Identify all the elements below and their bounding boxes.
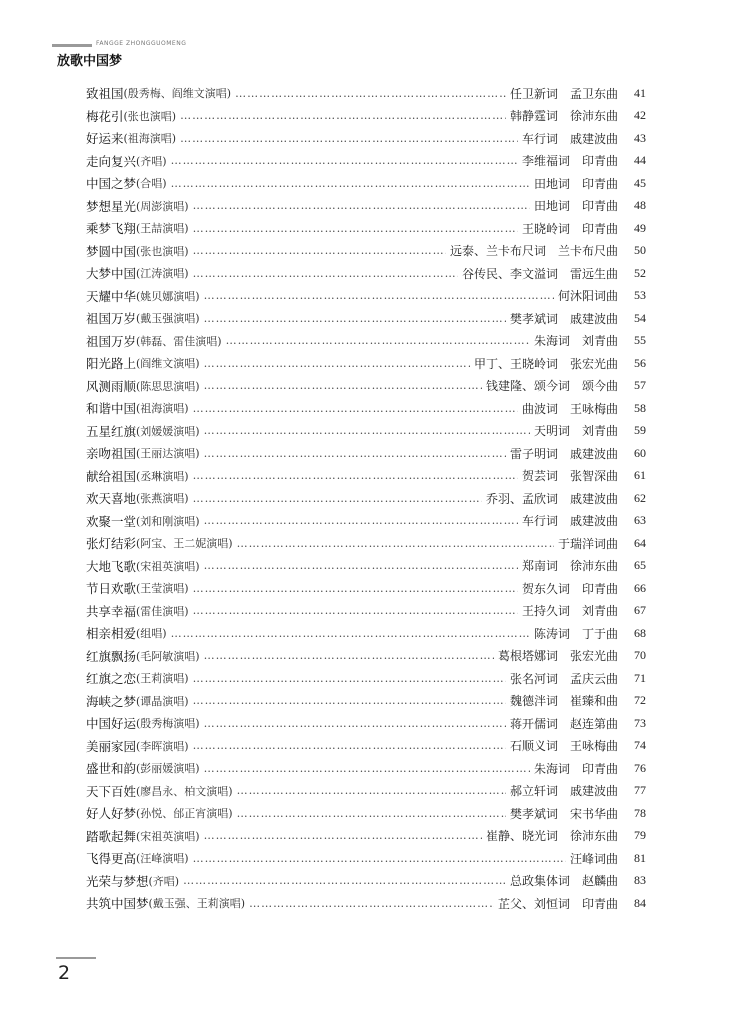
toc-entry[interactable]	[86, 712, 646, 735]
song-title: 和谐中国	[86, 401, 137, 417]
singer-note: (王莹演唱)	[136, 582, 189, 596]
credits: 任卫新词 孟卫东曲	[509, 86, 618, 101]
dot-leader	[193, 492, 482, 505]
singer-note: (刘媛媛演唱)	[136, 424, 200, 438]
toc-entry[interactable]	[86, 645, 646, 668]
dot-leader	[249, 897, 494, 910]
toc-entry[interactable]	[86, 352, 646, 375]
toc-entry[interactable]	[86, 82, 646, 105]
dot-leader	[193, 199, 530, 212]
dot-leader	[204, 717, 506, 730]
credits: 车行词 戚建波曲	[521, 131, 618, 146]
song-title: 梅花引	[86, 108, 124, 124]
credits: 雷子明词 戚建波曲	[509, 446, 618, 461]
song-title: 张灯结彩	[86, 536, 137, 552]
singer-note: (王莉演唱)	[136, 672, 189, 686]
song-title: 致祖国	[86, 86, 124, 102]
credits: 乔羽、孟欣词 戚建波曲	[485, 491, 618, 506]
toc-entry[interactable]	[86, 442, 646, 465]
singer-note: (阎维文演唱)	[136, 357, 200, 371]
credits: 朱海词 刘青曲	[533, 334, 618, 349]
dot-leader	[193, 739, 506, 752]
page-ref: 50	[634, 243, 646, 258]
credits: 李维福词 印青曲	[521, 154, 618, 169]
toc-entry[interactable]	[86, 577, 646, 600]
song-title: 五星红旗	[86, 423, 137, 439]
page-ref: 56	[634, 355, 646, 370]
credits: 总政集体词 赵麟曲	[509, 874, 618, 889]
page-ref: 52	[634, 265, 646, 280]
page-ref: 76	[634, 760, 646, 775]
credits: 甲丁、王晓岭词 张宏光曲	[473, 356, 618, 371]
toc-entry[interactable]	[86, 622, 646, 645]
song-title: 红旗飘扬	[86, 648, 137, 664]
dot-leader	[193, 582, 518, 595]
credits: 魏德泮词 崔臻和曲	[509, 694, 618, 709]
dot-leader	[171, 177, 530, 190]
dot-leader	[204, 447, 506, 460]
page-number: 2	[58, 962, 71, 984]
song-title: 梦圆中国	[86, 243, 137, 259]
credits: 郝立轩词 戚建波曲	[509, 784, 618, 799]
dot-leader	[193, 244, 446, 257]
dot-leader	[204, 829, 482, 842]
dot-leader	[235, 87, 506, 100]
singer-note: (毛阿敏演唱)	[136, 649, 200, 663]
page-ref: 72	[634, 693, 646, 708]
song-title: 好人好梦	[86, 806, 137, 822]
dot-leader	[204, 289, 554, 302]
credits: 张名河词 孟庆云曲	[509, 671, 618, 686]
credits: 樊孝斌词 宋书华曲	[509, 806, 618, 821]
dot-leader	[193, 402, 518, 415]
song-title: 好运来	[86, 131, 124, 147]
page-ref: 45	[634, 175, 646, 190]
singer-note: (宋祖英演唱)	[136, 559, 200, 573]
song-title: 相亲相爱	[86, 626, 137, 642]
credits: 芷父、刘恒词 印青曲	[497, 896, 618, 911]
song-title: 欢聚一堂	[86, 513, 137, 529]
toc-entry[interactable]	[86, 172, 646, 195]
page-ref: 73	[634, 715, 646, 730]
dot-leader	[183, 874, 506, 887]
dot-leader	[193, 267, 458, 280]
song-title: 梦想星光	[86, 198, 137, 214]
credits: 曲波词 王咏梅曲	[521, 401, 618, 416]
page-ref: 78	[634, 805, 646, 820]
singer-note: (丞琳演唱)	[136, 469, 189, 483]
singer-note: (廖昌永、柏文演唱)	[136, 784, 233, 798]
header-rule	[52, 44, 92, 47]
credits: 陈涛词 丁于曲	[533, 626, 618, 641]
song-title: 红旗之恋	[86, 671, 137, 687]
toc-entry[interactable]	[86, 780, 646, 803]
singer-note: (韩磊、雷佳演唱)	[136, 334, 222, 348]
page-ref: 61	[634, 468, 646, 483]
page-ref: 71	[634, 670, 646, 685]
toc-entry[interactable]	[86, 465, 646, 488]
credits: 石顺义词 王咏梅曲	[509, 739, 618, 754]
page-ref: 57	[634, 378, 646, 393]
page-ref: 49	[634, 220, 646, 235]
singer-note: (张燕演唱)	[136, 492, 189, 506]
credits: 贺东久词 印青曲	[521, 581, 618, 596]
singer-note: (姚贝娜演唱)	[136, 289, 200, 303]
song-title: 天下百姓	[86, 783, 137, 799]
singer-note: (王丽达演唱)	[136, 447, 200, 461]
page-ref: 53	[634, 288, 646, 303]
page-ref: 48	[634, 198, 646, 213]
credits: 樊孝斌词 戚建波曲	[509, 311, 618, 326]
toc-entry[interactable]	[86, 870, 646, 893]
singer-note: (周澎演唱)	[136, 199, 189, 213]
page-ref: 68	[634, 625, 646, 640]
page-ref: 81	[634, 850, 646, 865]
dot-leader	[204, 559, 518, 572]
song-title: 中国之梦	[86, 176, 137, 192]
song-title: 飞得更高	[86, 851, 137, 867]
toc-entry[interactable]	[86, 690, 646, 713]
credits: 崔静、晓光词 徐沛东曲	[485, 829, 618, 844]
credits: 天明词 刘青曲	[533, 424, 618, 439]
credits: 于瑞洋词曲	[557, 536, 618, 551]
page-ref: 74	[634, 738, 646, 753]
song-title: 盛世和韵	[86, 761, 137, 777]
credits: 王持久词 刘青曲	[521, 604, 618, 619]
page-ref: 58	[634, 400, 646, 415]
song-title: 天耀中华	[86, 288, 137, 304]
toc-entry[interactable]	[86, 397, 646, 420]
page-title: 放歌中国梦	[57, 54, 123, 69]
dot-leader	[193, 672, 506, 685]
credits: 汪峰词曲	[569, 851, 618, 866]
song-title: 海峡之梦	[86, 693, 137, 709]
toc-entry[interactable]	[86, 330, 646, 353]
song-title: 共筑中国梦	[86, 896, 149, 912]
page-ref: 67	[634, 603, 646, 618]
dot-leader	[204, 357, 470, 370]
toc-entry[interactable]	[86, 825, 646, 848]
toc-entry[interactable]	[86, 240, 646, 263]
page-ref: 44	[634, 153, 646, 168]
toc-entry[interactable]	[86, 757, 646, 780]
toc-entry[interactable]	[86, 307, 646, 330]
page-ref: 54	[634, 310, 646, 325]
dot-leader	[237, 537, 554, 550]
singer-note: (祖海演唱)	[123, 132, 177, 146]
singer-note: (刘和刚演唱)	[136, 514, 200, 528]
song-title: 美丽家园	[86, 738, 137, 754]
song-title: 大梦中国	[86, 266, 137, 282]
singer-note: (殷秀梅演唱)	[136, 717, 200, 731]
toc-entry[interactable]	[86, 262, 646, 285]
credits: 郑南词 徐沛东曲	[521, 559, 618, 574]
song-title: 乘梦飞翔	[86, 221, 137, 237]
song-title: 走向复兴	[86, 153, 137, 169]
credits: 远泰、兰卡布尺词 兰卡布尺曲	[449, 244, 618, 259]
dot-leader	[204, 379, 482, 392]
singer-note: (宋祖英演唱)	[136, 829, 200, 843]
page-ref: 83	[634, 873, 646, 888]
page-ref: 63	[634, 513, 646, 528]
singer-note: (孙悦、邰正宵演唱)	[136, 807, 233, 821]
singer-note: (张也演唱)	[123, 109, 177, 123]
singer-note: (组唱)	[136, 627, 167, 641]
dot-leader	[180, 132, 518, 145]
song-title: 节日欢歌	[86, 581, 137, 597]
page-ref: 60	[634, 445, 646, 460]
song-title: 祖国万岁	[86, 333, 137, 349]
credits: 葛根塔娜词 张宏光曲	[497, 649, 618, 664]
dot-leader	[204, 762, 530, 775]
song-title: 欢天喜地	[86, 491, 137, 507]
singer-note: (阿宝、王二妮演唱)	[136, 537, 233, 551]
dot-leader	[171, 154, 518, 167]
singer-note: (戴玉强、王莉演唱)	[148, 897, 246, 911]
footer-rule	[56, 957, 96, 959]
song-title: 阳光路上	[86, 356, 137, 372]
dot-leader	[204, 649, 494, 662]
credits: 蒋开儒词 赵连第曲	[509, 716, 618, 731]
page-ref: 43	[634, 130, 646, 145]
dot-leader	[193, 604, 518, 617]
page-ref: 59	[634, 423, 646, 438]
toc-entry[interactable]	[86, 735, 646, 758]
singer-note: (雷佳演唱)	[136, 604, 189, 618]
credits: 贺芸词 张智深曲	[521, 469, 618, 484]
dot-leader	[204, 312, 506, 325]
singer-note: (齐唱)	[136, 154, 167, 168]
singer-note: (张也演唱)	[136, 244, 189, 258]
toc-entry[interactable]	[86, 375, 646, 398]
song-title: 祖国万岁	[86, 311, 137, 327]
table-of-contents	[86, 82, 646, 915]
song-title: 共享幸福	[86, 603, 137, 619]
dot-leader	[204, 514, 518, 527]
toc-entry[interactable]	[86, 217, 646, 240]
page-ref: 41	[634, 85, 646, 100]
toc-entry[interactable]	[86, 487, 646, 510]
credits: 田地词 印青曲	[533, 176, 618, 191]
page-ref: 65	[634, 558, 646, 573]
credits: 何沐阳词曲	[557, 289, 618, 304]
singer-note: (戴玉强演唱)	[136, 312, 200, 326]
toc-entry[interactable]	[86, 892, 646, 915]
credits: 王晓岭词 印青曲	[521, 221, 618, 236]
dot-leader	[193, 694, 506, 707]
toc-entry[interactable]	[86, 285, 646, 308]
page-ref: 66	[634, 580, 646, 595]
toc-entry[interactable]	[86, 600, 646, 623]
toc-entry[interactable]	[86, 195, 646, 218]
page-ref: 70	[634, 648, 646, 663]
singer-note: (祖海演唱)	[136, 402, 189, 416]
dot-leader	[237, 807, 506, 820]
toc-entry[interactable]	[86, 105, 646, 128]
song-title: 大地飞歌	[86, 558, 137, 574]
dot-leader	[171, 627, 530, 640]
singer-note: (王喆演唱)	[136, 222, 189, 236]
toc-entry[interactable]	[86, 802, 646, 825]
page-ref: 55	[634, 333, 646, 348]
dot-leader	[193, 852, 566, 865]
credits: 车行词 戚建波曲	[521, 514, 618, 529]
page-ref: 64	[634, 535, 646, 550]
song-title: 风测雨顺	[86, 378, 137, 394]
dot-leader	[180, 109, 506, 122]
song-title: 亲吻祖国	[86, 446, 137, 462]
credits: 钱建隆、颂今词 颂今曲	[485, 379, 618, 394]
toc-entry[interactable]	[86, 150, 646, 173]
singer-note: (齐唱)	[148, 874, 180, 888]
song-title: 光荣与梦想	[86, 873, 149, 889]
credits: 朱海词 印青曲	[533, 761, 618, 776]
singer-note: (谭晶演唱)	[136, 694, 189, 708]
credits: 韩静霆词 徐沛东曲	[509, 109, 618, 124]
page-ref: 62	[634, 490, 646, 505]
song-title: 中国好运	[86, 716, 137, 732]
page-ref: 79	[634, 828, 646, 843]
credits: 谷传民、李文溢词 雷远生曲	[461, 266, 618, 281]
toc-entry[interactable]	[86, 847, 646, 870]
dot-leader	[193, 222, 518, 235]
singer-note: (彭丽媛演唱)	[136, 762, 200, 776]
page-ref: 42	[634, 108, 646, 123]
singer-note: (陈思思演唱)	[136, 379, 200, 393]
toc-entry[interactable]	[86, 127, 646, 150]
toc-entry[interactable]	[86, 510, 646, 533]
credits: 田地词 印青曲	[533, 199, 618, 214]
toc-entry[interactable]	[86, 667, 646, 690]
dot-leader	[193, 469, 518, 482]
singer-note: (江涛演唱)	[136, 267, 189, 281]
song-title: 踏歌起舞	[86, 828, 137, 844]
toc-entry[interactable]	[86, 532, 646, 555]
singer-note: (汪峰演唱)	[136, 852, 189, 866]
dot-leader	[226, 334, 530, 347]
header-subtitle: FANGGE ZHONGGUOMENG	[96, 40, 187, 47]
singer-note: (合唱)	[136, 177, 167, 191]
singer-note: (殷秀梅、阎维文演唱)	[123, 87, 232, 101]
toc-entry[interactable]	[86, 420, 646, 443]
page-ref: 84	[634, 895, 646, 910]
singer-note: (李晖演唱)	[136, 739, 189, 753]
dot-leader	[237, 784, 506, 797]
toc-entry[interactable]	[86, 555, 646, 578]
song-title: 献给祖国	[86, 468, 137, 484]
dot-leader	[204, 424, 530, 437]
page-ref: 77	[634, 783, 646, 798]
